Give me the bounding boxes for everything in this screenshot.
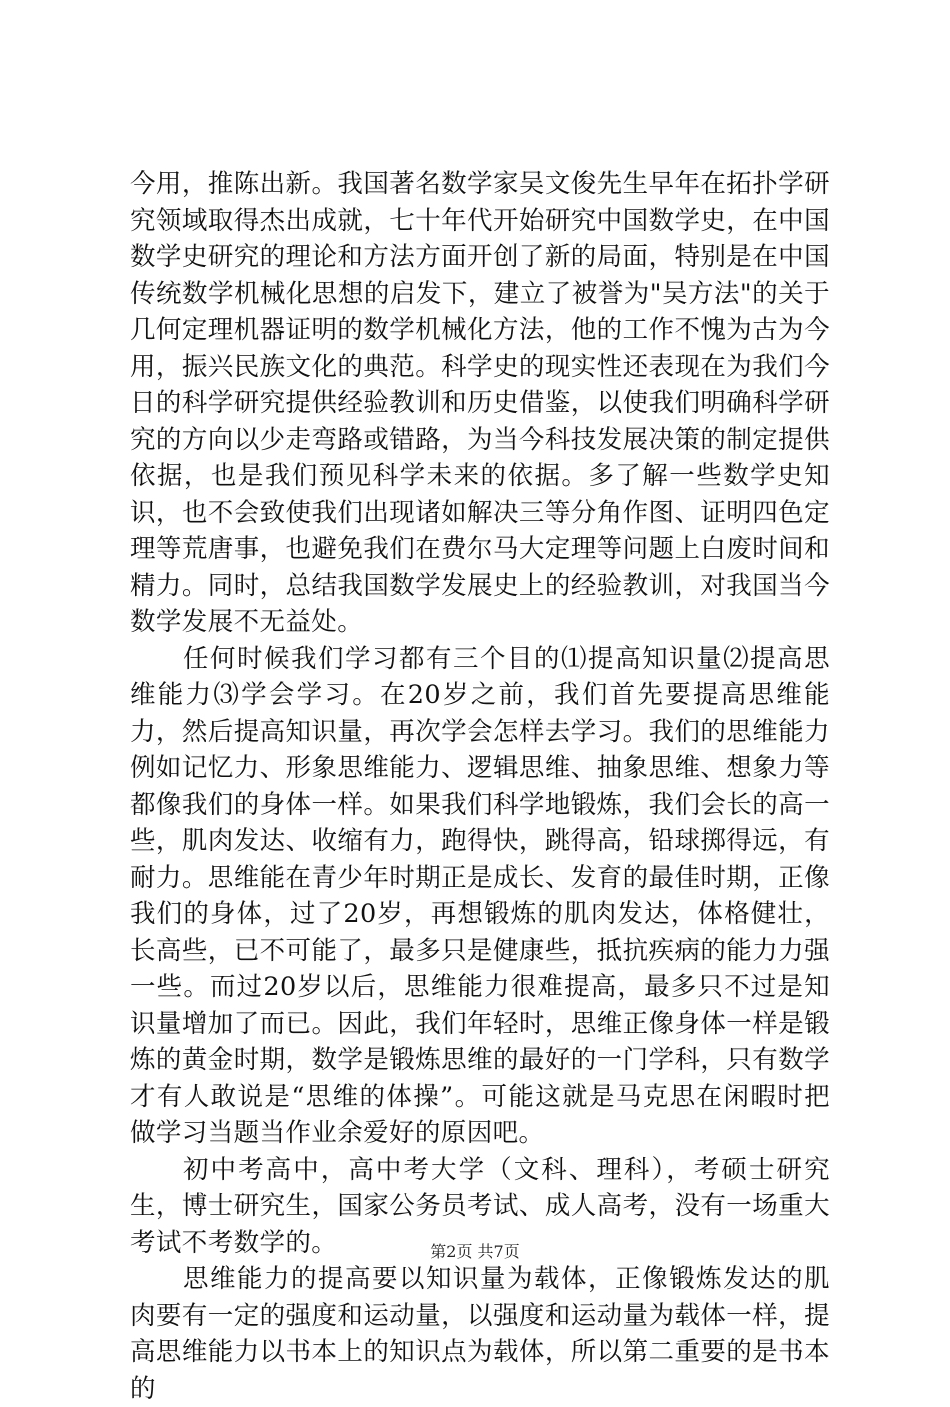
document-body <box>130 166 830 1407</box>
paragraph-continuation: 今用，推陈出新。我国著名数学家吴文俊先生早年在拓扑学研究领域取得杰出成就，七十年代开始研究中国数学史，在中国数学史研究的理论和方法方面开创了新的局面，特别是在中国传统数学机械化思想的启发下，建立了被誉为"吴方法"的关于几何定理机器证明的数学机械化方法，他的工作不愧为古为今用，振兴民族文化的典范。科学史的现实性还表现在为我们今日的科学研究提供经验教训和历史借鉴，以使我们明确科学研究的方向以少走弯路或错路，为当今科技发展决策的制定提供依据，也是我们预见科学未来的依据。多了解一些数学史知识，也不会致使我们出现诸如解决三等分角作图、证明四色定理等荒唐事，也避免我们在费尔马大定理等问题上白废时间和精力。同时，总结我国数学发展史上的经验教训，对我国当今数学发展不无益处。 <box>130 169 830 637</box>
paragraph-learning-goals: 任何时候我们学习都有三个目的⑴提高知识量⑵提高思维能力⑶学会学习。在20岁之前，我们首先要提高思维能力，然后提高知识量，再次学会怎样去学习。我们的思维能力例如记忆力、形象思维能力、逻辑思维、抽象思维、想象力等都像我们的身体一样。如果我们科学地锻炼，我们会长的高一些，肌肉发达、收缩有力，跑得快，跳得高，铅球掷得远，有耐力。思维能在青少年时期正是成长、发育的最佳时期，正像我们的身体，过了20岁，再想锻炼的肌肉发达，体格健壮，长高些，已不可能了，最多只是健康些，抵抗疾病的能力力强一些。而过20岁以后，思维能力很难提高，最多只不过是知识量增加了而已。因此，我们年轻时，思维正像身体一样是锻炼的黄金时期，数学是锻炼思维的最好的一门学科，只有数学才有人敢说是“思维的体操”。可能这就是马克思在闲暇时把做学习当题当作业余爱好的原因吧。 <box>130 643 830 1148</box>
page-number-footer: 第2页 共7页 <box>430 1242 520 1261</box>
paragraph-thinking-ability: 思维能力的提高要以知识量为载体，正像锻炼发达的肌肉要有一定的强度和运动量，以强度和运动量为载体一样，提高思维能力以书本上的知识点为载体，所以第二重要的是书本的 <box>130 1264 830 1404</box>
paragraph-exams: 初中考高中，高中考大学（文科、理科），考硕士研究生，博士研究生，国家公务员考试、成人高考，没有一场重大考试不考数学的。 <box>130 1154 830 1258</box>
